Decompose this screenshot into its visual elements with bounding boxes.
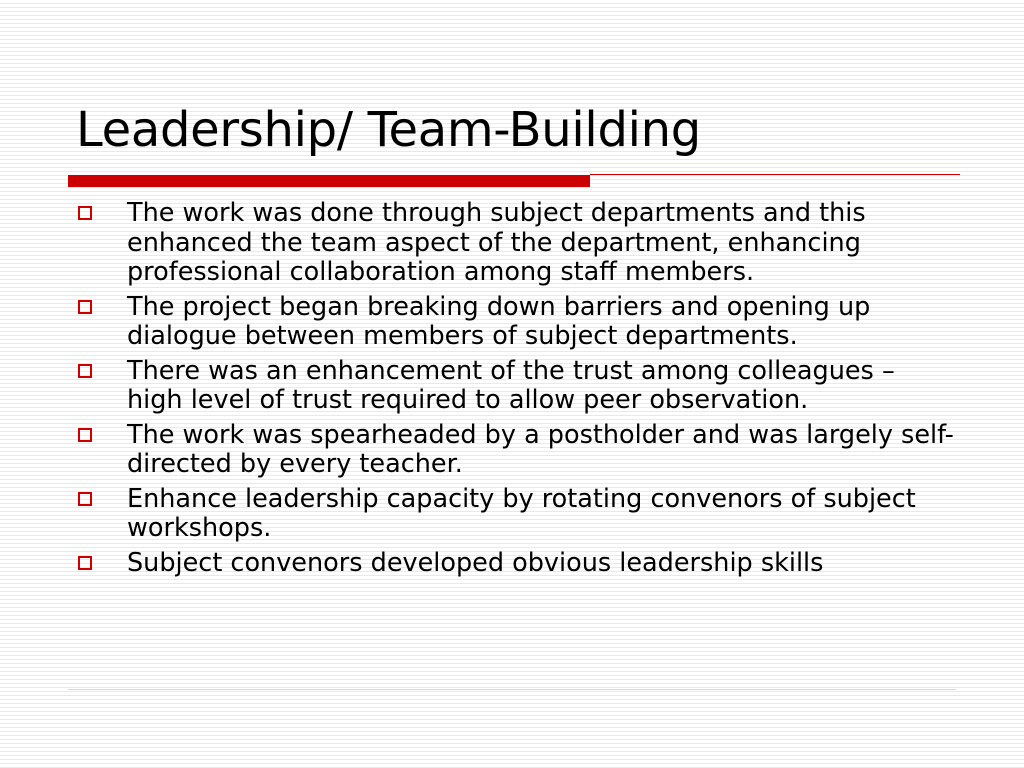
hollow-square-bullet-icon [78, 428, 92, 442]
bullet-text: There was an enhancement of the trust among colleagues – high level of trust required to allow peer observation. [127, 355, 895, 415]
hollow-square-bullet-icon [78, 556, 92, 570]
bullet-item [76, 199, 956, 288]
bullet-item [76, 357, 956, 416]
slide-title: Leadership/ Team-Building [76, 102, 701, 158]
bullet-item [76, 549, 956, 579]
bullet-text: Enhance leadership capacity by rotating convenors of subject workshops. [127, 483, 916, 543]
bullet-item [76, 293, 956, 352]
hollow-square-bullet-icon [78, 492, 92, 506]
bullet-item [76, 485, 956, 544]
bullet-text: Subject convenors developed obvious leadership skills [127, 547, 824, 578]
hollow-square-bullet-icon [78, 364, 92, 378]
hollow-square-bullet-icon [78, 206, 92, 220]
bullet-text: The work was spearheaded by a postholder and was largely self-directed by every teacher. [127, 419, 954, 479]
bullet-item [76, 421, 956, 480]
bullet-text: The project began breaking down barriers and opening up dialogue between members of subject departments. [127, 291, 871, 351]
footer-divider [68, 689, 956, 690]
bullet-list [76, 199, 956, 583]
title-accent-bar [68, 175, 590, 187]
bullet-text: The work was done through subject departments and this enhanced the team aspect of the department, enhancing professional collaboration among staff members. [127, 198, 866, 287]
title-accent-line [590, 174, 960, 175]
hollow-square-bullet-icon [78, 300, 92, 314]
